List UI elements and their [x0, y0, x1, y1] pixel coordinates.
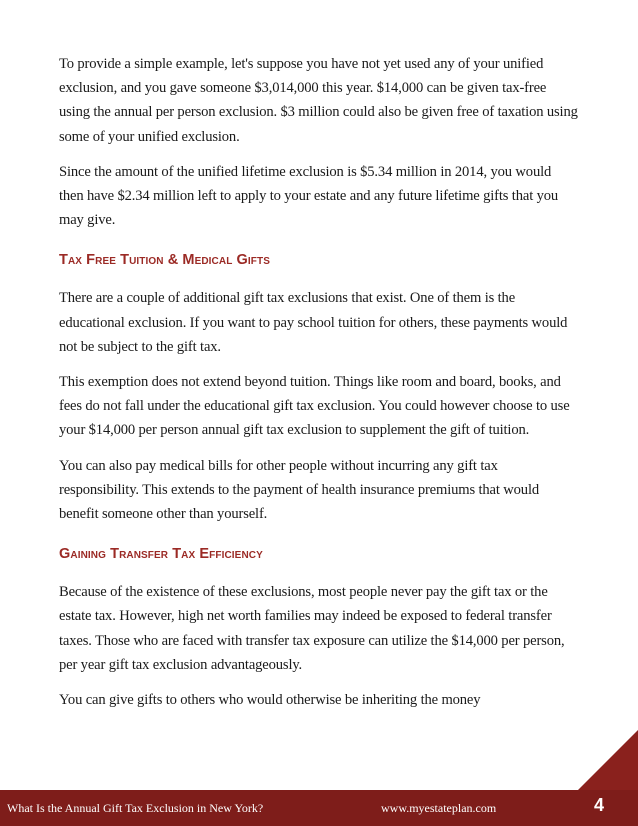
section-heading: Gaining Transfer Tax Efficiency	[59, 546, 263, 563]
paragraph: You can also pay medical bills for other people without incurring any gift tax responsibility. This extends to the payment of health insurance premiums that would benefit someone other than yourself.	[59, 457, 539, 523]
page-number: 4	[594, 795, 605, 815]
section-heading: Tax Free Tuition & Medical Gifts	[59, 252, 270, 269]
paragraph: Since the amount of the unified lifetime exclusion is $5.34 million in 2014, you would then have $2.34 million left to apply to your estate and any future lifetime gifts that you may give.	[59, 163, 559, 229]
page-footer	[0, 790, 638, 826]
footer-document-title: What Is the Annual Gift Tax Exclusion in New York?	[7, 801, 264, 815]
paragraph: Because of the existence of these exclusions, most people never pay the gift tax or the estate tax. However, high net worth families may indeed be exposed to federal transfer taxes. Those who are faced with transfer tax exposure can utilize the $14,000 per person, per year gift tax exclusion advantageously.	[59, 584, 565, 673]
corner-decoration	[578, 730, 638, 790]
paragraph: You can give gifts to others who would otherwise be inheriting the money	[59, 692, 481, 709]
page-body	[59, 52, 579, 723]
paragraph: This exemption does not extend beyond tuition. Things like room and board, books, and fees do not fall under the educational gift tax exclusion. You could however choose to use your $14,000 per person annual gift tax exclusion to supplement the gift of tuition.	[59, 374, 570, 439]
paragraph: To provide a simple example, let's suppose you have not yet used any of your unified exclusion, and you gave someone $3,014,000 this year. $14,000 can be given tax-free using the annual per person exclusion. $3 million could also be given free of taxation using some of your unified exclusion.	[59, 56, 578, 145]
footer-website-url: www.myestateplan.com	[381, 801, 497, 815]
paragraph: There are a couple of additional gift tax exclusions that exist. One of them is the educational exclusion. If you want to pay school tuition for others, these payments would not be subject to the gift tax.	[59, 290, 568, 355]
